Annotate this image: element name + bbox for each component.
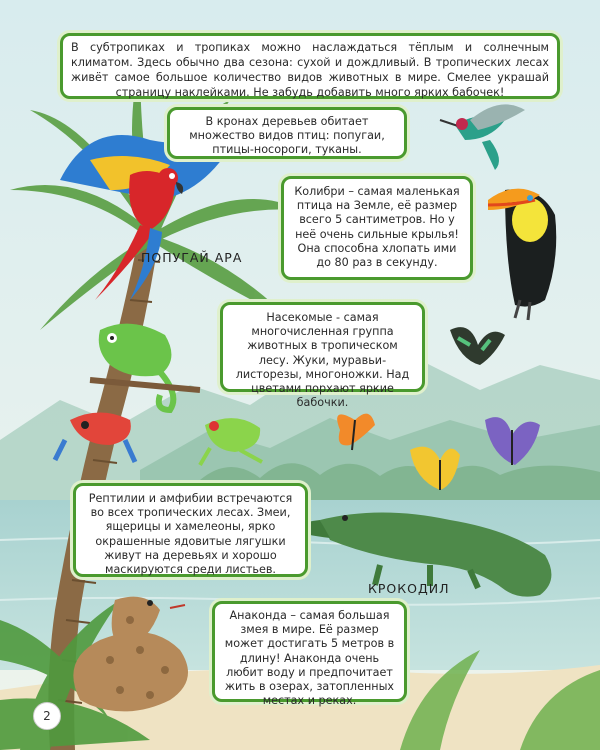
insects-text-box: Насекомые - самая многочисленная группа животных в тропическом лесу. Жуки, муравьи-листорезы, многоножки. Над цветами порхают яркие бабочки. — [220, 302, 425, 392]
parrot-label: ПОПУГАЙ АРА — [141, 250, 243, 265]
page-number: 2 — [33, 702, 61, 730]
intro-text-box: В субтропиках и тропиках можно наслаждаться тёплым и солнечным климатом. Здесь обычно два сезона: сухой и дождливый. В тропических лесах живёт самое большое количество видов животных в мире. Смелее украшай страницу наклейками. Не забудь добавить много ярких бабочек! — [60, 33, 560, 99]
anaconda-text-box: Анаконда – самая большая змея в мире. Её размер может достигать 5 метров в длину! Анаконда очень любит воду и предпочитает жить в озерах, затопленных местах и реках. — [212, 601, 407, 702]
reptiles-text-box: Рептилии и амфибии встречаются во всех тропических лесах. Змеи, ящерицы и хамелеоны, ярко окрашенные ядовитые лягушки живут на деревьях и хорошо маскируются среди листьев. — [73, 483, 308, 577]
crocodile-label: КРОКОДИЛ — [368, 581, 450, 596]
birds-text-box: В кронах деревьев обитает множество видов птиц: попугаи, птицы-носороги, туканы. — [167, 107, 407, 159]
hummingbird-text-box: Колибри – самая маленькая птица на Земле, её размер всего 5 сантиметров. Но у неё очень сильные крылья! Она способна хлопать ими до 80 раз в секунду. — [281, 176, 473, 280]
